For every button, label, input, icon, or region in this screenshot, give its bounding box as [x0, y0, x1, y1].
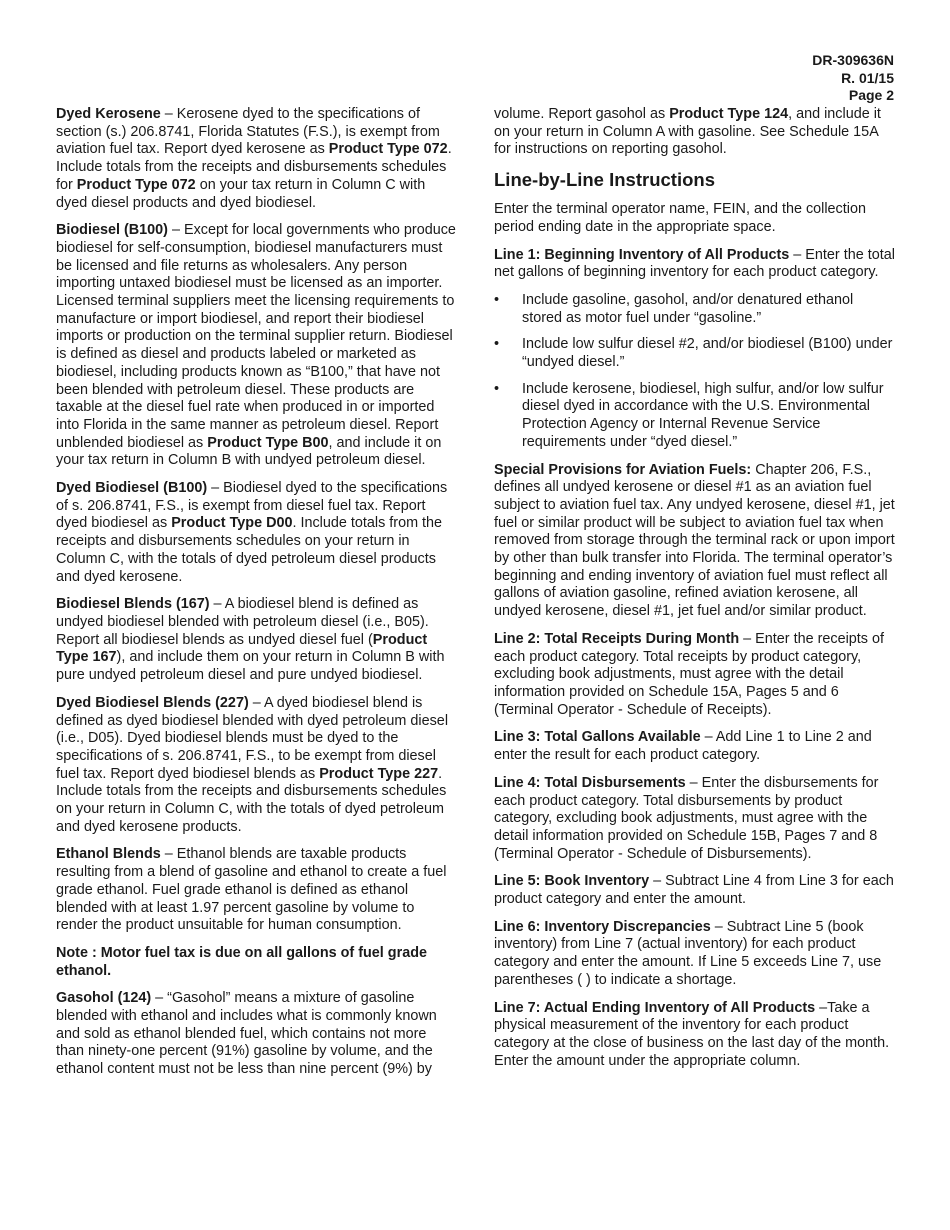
biodiesel-paragraph: Biodiesel (B100) – Except for local governments who produce biodiesel for self-consumption, biodiesel manufacturers must be licensed and file returns as wholesalers. Any person importing untaxed biodiesel must be licensed as an importer. Licensed terminal suppliers meet the licensing requirements to manufacture or import biodiesel, and report their biodiesel imports or production on the terminal supplier return. Biodiesel is defined as diesel and products labeled or marketed as biodiesel, including products known as “B100,” that have not been blended with petroleum diesel. These products are taxable at the diesel fuel rate when produced in or imported into Florida in the same manner as petroleum diesel. Report unblended biodiesel as Product Type B00, and include it on your tax return in Column B with undyed petroleum diesel.	[56, 222, 456, 469]
list-item: • Include gasoline, gasohol, and/or denatured ethanol stored as motor fuel under “gasoline.”	[494, 292, 896, 327]
line-7-paragraph: Line 7: Actual Ending Inventory of All Products –Take a physical measurement of the inventory for each product category at the close of business on the last day of the month. Enter the amount under the appropriate column.	[494, 999, 890, 1069]
fuel-tax-note: Note : Motor fuel tax is due on all gallons of fuel grade ethanol.	[56, 944, 427, 979]
biodiesel-blends-paragraph: Biodiesel Blends (167) – A biodiesel blend is defined as undyed biodiesel blended with petroleum diesel (i.e., B05). Report all biodiesel blends as undyed diesel fuel (Product Type 167), and include them on your return in Column B with pure undyed petroleum diesel and pure undyed biodiesel.	[56, 596, 445, 684]
page-number: Page 2	[848, 87, 894, 103]
line-1-bullet-list	[494, 292, 896, 452]
line-4-paragraph: Line 4: Total Disbursements – Enter the disbursements for each product category. Total disbursements by product category, excluding book adjustments, must agree with the detail information provided on Schedule 15B, Pages 7 and 8 (Terminal Operator - Schedule of Disbursements).	[494, 774, 879, 862]
line-1-paragraph: Line 1: Beginning Inventory of All Products – Enter the total net gallons of beginning inventory for each product category.	[494, 246, 895, 281]
form-header	[812, 52, 894, 105]
line-2-paragraph: Line 2: Total Receipts During Month – Enter the receipts of each product category. Total receipts by product category, excluding book adjustments, must agree with the detail information provided on Schedule 15A, Pages 5 and 6 (Terminal Operator - Schedule of Receipts).	[494, 630, 884, 718]
list-item: • Include low sulfur diesel #2, and/or biodiesel (B100) under “undyed diesel.”	[494, 336, 896, 371]
dyed-kerosene-paragraph: Dyed Kerosene – Kerosene dyed to the specifications of section (s.) 206.8741, Florida Statutes (F.S.), is exempt from aviation fuel tax. Report dyed kerosene as Product Type 072. Include totals from the receipts and disbursements schedules for Product Type 072 on your tax return in Column C with dyed diesel products and dyed biodiesel.	[56, 106, 452, 211]
left-column	[56, 106, 458, 1089]
dyed-biodiesel-paragraph: Dyed Biodiesel (B100) – Biodiesel dyed to the specifications of s. 206.8741, F.S., is exempt from diesel fuel tax. Report dyed biodiesel as Product Type D00. Include totals from the receipts and disbursements schedules on your return in Column C, with the totals of dyed petroleum diesel products and dyed kerosene.	[56, 480, 448, 585]
line-5-paragraph: Line 5: Book Inventory – Subtract Line 4 from Line 3 for each product category and enter the amount.	[494, 873, 894, 908]
line-6-paragraph: Line 6: Inventory Discrepancies – Subtract Line 5 (book inventory) from Line 7 (actual inventory) for each product category and enter the amount. If Line 5 exceeds Line 7, use parentheses ( ) to indicate a shortage.	[494, 918, 882, 988]
form-number: DR-309636N	[812, 52, 894, 68]
gasohol-continued-paragraph: volume. Report gasohol as Product Type 124, and include it on your return in Column A with gasoline. See Schedule 15A for instructions on reporting gasohol.	[494, 106, 881, 158]
form-revision: R. 01/15	[841, 69, 894, 86]
line-3-paragraph: Line 3: Total Gallons Available – Add Line 1 to Line 2 and enter the result for each product category.	[494, 729, 872, 764]
ethanol-blends-paragraph: Ethanol Blends – Ethanol blends are taxable products resulting from a blend of gasoline and ethanol to create a fuel grade ethanol. Fuel grade ethanol is defined as ethanol blended with at least 1.97 percent gasoline by volume to render the product unsuitable for human consumption.	[56, 846, 447, 934]
right-column	[494, 106, 896, 1080]
line-by-line-heading: Line-by-Line Instructions	[494, 169, 715, 191]
dyed-biodiesel-blends-paragraph: Dyed Biodiesel Blends (227) – A dyed biodiesel blend is defined as dyed biodiesel blended with dyed petroleum diesel (i.e., D05). Dyed biodiesel blends must be dyed to the specifications of s. 206.8741, F.S., to be exempt from diesel fuel tax. Report dyed biodiesel blends as Product Type 227. Include totals from the receipts and disbursements schedules on your return in Column C, with the totals of dyed petroleum and dyed kerosene products.	[56, 694, 449, 835]
intro-paragraph: Enter the terminal operator name, FEIN, and the collection period ending date in the appropriate space.	[494, 201, 866, 235]
list-item: • Include kerosene, biodiesel, high sulfur, and/or low sulfur diesel dyed in accordance with the U.S. Environmental Protection Agency or Internal Revenue Service requirements under “dyed diesel.”	[494, 381, 896, 452]
special-provisions-paragraph: Special Provisions for Aviation Fuels: Chapter 206, F.S., defines all undyed kerosene or diesel #1 as an aviation fuel subject to aviation fuel tax. Any undyed kerosene, diesel #1, jet fuel or similar product will be subject to aviation fuel tax when removed from storage through the terminal rack or upon import by other than bulk transfer into Florida. The terminal operator’s beginning and ending inventory of aviation fuel must reflect all gallons of aviation gasoline, refined aviation kerosene, all undyed kerosene, diesel #1, jet fuel and/or similar product.	[494, 461, 895, 620]
gasohol-paragraph: Gasohol (124) – “Gasohol” means a mixture of gasoline blended with ethanol and includes what is commonly known and sold as ethanol blended fuel, which contains not more than ninety-one percent (91%) gasoline by volume, and the ethanol content must not be less than nine percent (9%) by	[56, 990, 437, 1078]
